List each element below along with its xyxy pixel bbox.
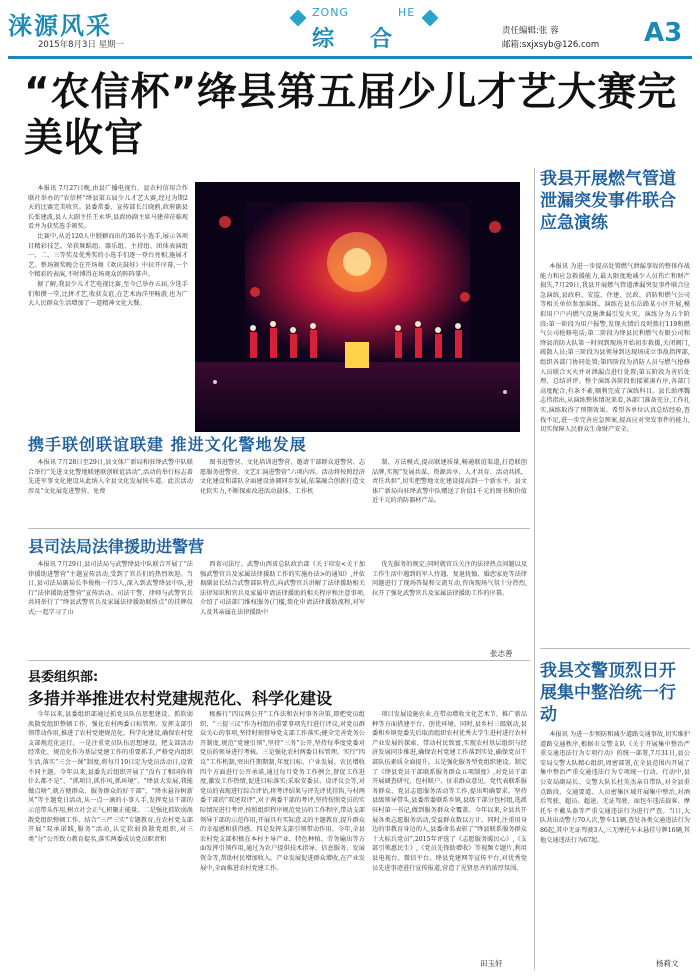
- right2-body: [540, 730, 690, 952]
- article4-col2-text: 极推行“四议两公开”工作法和农村事务决策,即把党员组织、“三提三议”作为村组的重要事项先行进行评议,对党员群众关心的事项,坚持时刻督导党支部工作落实;健全完善党务公开制度,规范“党建引领”,坚持“三务”公开,坚持每季度党委对党员的领导进行考核。三是强化农村两委目标管理。实行“四议”工作机制,突出任期期制,年度目标、户业发展、农民增收四个方面进行公开承诺,通过每月党务工作例会,督促工作进度,激发工作热情,促进目标落实;采取安委员、设评议会等,对党员的表现进行综合评估,将考评结果与评先评优挂钩,与村两委干部的“双述双评”,对于两委干部的考评,坚持按照党员的实际情况进行考评,按照组织程序规范党员的工作程序,带动支部领导干部的示范作用,开展具有实际意义的主题教育,提升群众的幸福感和获得感。四是发挥支部引领带动作用。今年,全县农村党支部积极在本村主导产业、特色种植、劳务输出等方面发挥引领作用,通过为农户提供技术指导、信息服务、发展资金等,帮助村民增加收入。产业发展促进群众增收,在产业发展中,全面推进农村党建工作。: [200, 711, 365, 872]
- section-title-right: 合: [370, 26, 393, 52]
- lead-paragraph: 据了解,我县少儿才艺电视比赛,至今已举办五届,少选手们和攒一堂,比拼才艺,收获友谊,在艺术海洋里畅游,也为广大人民群众生活增加了一道精神文化大餐。: [28, 280, 188, 308]
- right2-body-text: 本报讯 为进一步预防和减少道路交通事故,切实维护道路交通秩序,根据市交警支队《关于开展集中整治严重交通违法行为专项行动》的统一部署,7月31日,县公安局交警大队精心组织,周密部署,在全县范围内开展了集中整治严重交通违法行为专项统一行动。行动中,县公安局副局长、交警大队长杜英杰亲自带队,对全县重点路段、交通要道、人员密集区域开展集中整治,对酒后驾驶、超员、超速、无证驾驶、面包车违法载客、摩托车不戴头盔等严重交通违法行为进行严查。当日,大队共出动警力70人次,警车11辆,查处各类交通违法行为86起,其中无证驾驶3人,三无摩托车未悬挂号牌16辆,其他交通违法行为67起。: [540, 731, 690, 844]
- editor-name: 责任编辑:张 蓉: [502, 26, 559, 36]
- article3-col2-text: 西省司法厅、武警山西省总队政治部《关于印发<关于加强武警官兵及家属法律援助工作的实施办法>的通知》,并依据副县长结合武警部队特点,向武警官兵讲解了法律援助相关法律知识和官兵及家属申请法律援助的相关程序和注意事项,介绍了司法部门维权服务(门槛,简化申请法律援助流程,对军人及其亲属在法律援助中: [200, 561, 365, 616]
- article3-headline: 县司法局法律援助进警营: [28, 537, 205, 556]
- diamond-icon: [290, 10, 307, 27]
- stage-performance-photo: [195, 182, 520, 432]
- article4-kicker: 县委组织部:: [28, 670, 99, 685]
- right2-signature: 杨莉文: [656, 959, 679, 968]
- lead-headline: “农信杯”绛县第五届少儿才艺大赛完美收官: [24, 70, 678, 161]
- article3-col2: [200, 560, 365, 646]
- divider: [28, 660, 530, 661]
- lead-body: [28, 184, 188, 434]
- diamond-icon: [422, 10, 439, 27]
- masthead-title: 涞源风采: [8, 11, 112, 40]
- column-divider: [534, 168, 535, 970]
- right1-headline: 我县开展燃气管道泄漏突发事件联合应急演练: [540, 169, 676, 233]
- stage-photo-illustration: [195, 182, 520, 432]
- article4-signature: 田玉轩: [480, 959, 503, 968]
- section-title-left: 综: [312, 26, 335, 52]
- right1-body-text: 本报讯 为进一步提高处置燃气泄漏事故的整体作战能力和应急救援能力,最大限度地减少人员伤亡和财产损失,7月29日,我县开展燃气管道泄漏突发事件联合应急演练,县政府、安监、住建、民政、消防和燃气公司等相关单位参加演练。演练在县东岳路某小区开展,模拟用户户内燃气设施泄漏引发火灾。演练分为五个阶段:第一阶段为用户报警,发现火情后及时拨打119和燃气公司抢修电话;第二阶段为绛县民利燃气有限公司和绛县消防大队第一时间到现场开始初步救援,关闭阀门,疏散人员;第三阶段为县领导到达现场成立事故指挥部,组织各部门协同处置;第四阶段为消防人员与燃气抢修人员联合灭火并对泄漏点进行处置;第五阶段为善后处理、总结讲评。整个演练各阶段衔接紧凑有序,各部门高度配合,有条不紊,顺利完成了演练科目。县长助理魏志伟指出,从演练整体情况来看,各部门准备充分,工作扎实,演练取得了预期效果。希望各单位认真总结经验,查找不足,进一步完善应急预案,提高应对突发事件的能力,切实保障人民群众生命财产安全。: [540, 263, 690, 434]
- article3-col1: [28, 560, 193, 646]
- article4-col2: [200, 710, 365, 965]
- lead-paragraph: 本报讯 7月27日晚,由县广播电视台、县农村信用合作联社举办的“农信杯”绛县第五届少儿才艺大赛,经过为期2天的比赛完美收官。县委常委、宣传部长吕晓鸥,政府副县长张建波,县人大副主任王永华,县政协副主席马建萍莅临观看并为获奖选手颁奖。: [28, 185, 188, 231]
- article2-col2-text: 图书进警营、文化培训进警营、邀请干部群众进警营、志愿服务进警营、文艺汇演进警营”六项内容。活动将按照经济文化建设和部队全面建设协调同步发展,依靠融合创新打造文化软实力,不断探索改进活动载体、工作机: [200, 459, 365, 495]
- article2-col3-text: 制、方法模式,提高联建质量,畅通联谊渠道,打造联创品牌,实现“发展共谋、资源共享、人才共育、活动共抓、责任共担”,切实把警地文化建设提高到一个新水平。县文体广新局向驻绛武警中队赠送了价值1千元的图书和价值近千元的消防器材产品。: [372, 459, 527, 505]
- article3-signature: 张志善: [490, 649, 513, 658]
- article3-col3: [372, 560, 527, 646]
- article4-col1: [28, 710, 193, 965]
- article3-col1-text: 本报讯 7月29日,县司法局与武警绛县中队联合开展了“法律援助进警营”主题宣传活动,受到了官兵们的热烈欢迎。当日,县司法局副局长李俊梅一行5人,深入到武警绛县中队,进行“法律援助进警营”宣传活动。司法干警、律师与武警官兵共同举行了“绛县武警官兵及家属法律援助联络点”的挂牌仪式;一起学习了山: [28, 561, 193, 616]
- header-divider: [8, 56, 692, 59]
- article4-col1-text: 今年以来,县委组织部通过抓党员队伍思想建设、抓软弱涣散党组织整顿工作、强化农村两委日标管理、发挥支部引领带动作用,推进了农村党建规范化、科学化建设,确保农村党支部规范化运行。一是注重党员队伍思想建设。把支部活动经常化、规范化作为基层党建工作的重要抓手,严格党内组织生活,落实“三会一课”制度,将每月10日定为党员活动日,设置不同主题。今年以来,县委先后组织开展了“没有了相国你将什么都不是”、“抓项目,抓作风,抓环境”、“绛县大发展,我能做点啥”,就方便群众、服务群众的好干部”、“绛水悬谷树新风”等主题党日活动,从一点一滴的小事人手,发挥党员干部的示范带头作用,树立社会正气,积聚正能量。二是强化抓软弱涣散党组织整顿工作。结合“三严三实”专题教育,在农村党支部开展“双承诺践,服务”活动,认定软弱涣散党组织,对三类“分”公开致力教育提名,落实两委成员党员职责和: [28, 711, 193, 843]
- article3-col3-text: 优先服务的规定;同时就官兵关注的法律热点问题以及工作生活中遇到的军人待遇、复退抚恤、婚恋家庭等法律问题进行了现场答疑和交流互动,咨询现场气氛十分热烈,拉开了强化武警官兵及家属法律援助工作的序幕。: [372, 561, 527, 597]
- divider: [540, 648, 690, 649]
- article4-col3: [372, 710, 527, 955]
- divider: [28, 528, 530, 529]
- right1-body: [540, 262, 690, 610]
- article2-col1: [28, 458, 193, 526]
- article2-col2: [200, 458, 365, 526]
- article2-col1-text: 本报讯 7月28日至29日,县文体广新局和驻绛武警中队联合举行“先进文化警地联建联创联谊活动”,活动的举行标志着先进军事文化建设从此纳入全县文化发展快车道。此次活动涉及“文化展览进警营、免费: [28, 459, 193, 495]
- article2-headline: 携手联创联谊联建 推进文化警地发展: [28, 435, 307, 454]
- lead-paragraph: 比赛中,从近120人中脱颖而出的36名小选手,展示各项目精彩技艺。荣获舞蹈组、器乐组、主持组、团体表演组一、二、三等奖及优秀奖的小选手们逐一登台亮相,施展才艺。整场颁奖晚会在开场舞《欢庆鼓娃》中拉开序幕,一个个精彩的表演,不时博得在场观众的阵阵掌声。: [28, 232, 188, 279]
- section-pinyin-right: HE: [398, 6, 416, 19]
- masthead-date: 2015年8月3日 星期一: [38, 40, 125, 50]
- article2-col3: [372, 458, 527, 526]
- article4-headline: 多措并举推进农村党建规范化、科学化建设: [28, 689, 333, 708]
- editor-email: 邮箱:sxjxsyb@126.com: [502, 40, 600, 50]
- section-pinyin-left: ZONG: [312, 6, 349, 19]
- article4-col3-text: 项目发展设施农业,在带动增收文化艺术节、推广新品种等方面搭建平台、创优环境。同时,县乡村三级联动,县委和乡镇党委先后取消组织农村优秀大学生进村进行农村产业发展的探索、带动村民致富,实现农村基层组织与经济发展同步推进,确保农村党建工作落到实处,确保党员干部队伍素质全面提升。五是强化服务型党组织建设。制定了《绛县党员干部联系服务群众五项制度》,对党员干部开展调查研究、包村联户、征求群众意见、党代表联系服务群众、党员志愿服务活动等工作,提出明确要求。坚持县级领导带头,县委常委联系乡镇,县级干部分包村组,选派驻村第一书记,做到服务群众全覆盖。今年以来,全县共开展各类志愿服务活动,受益群众数以万计。同时,注重用身边的事教育身边的人,县委命名表彰了“绛县联系服务群众十大标兵党员”,2015年评选了《志愿服务暖民心》,《支部引领惠民生》,《党员先锋助增收》等视频专题片,利用县电视台、微信平台、绛县党建网等宣传平台,对优秀党员先进事迹进行宣传报道,营造了见贤思齐的浓厚氛围。: [372, 711, 527, 872]
- page-number: A3: [644, 18, 683, 48]
- right2-headline: 我县交警顶烈日开展集中整治统一行动: [540, 661, 676, 725]
